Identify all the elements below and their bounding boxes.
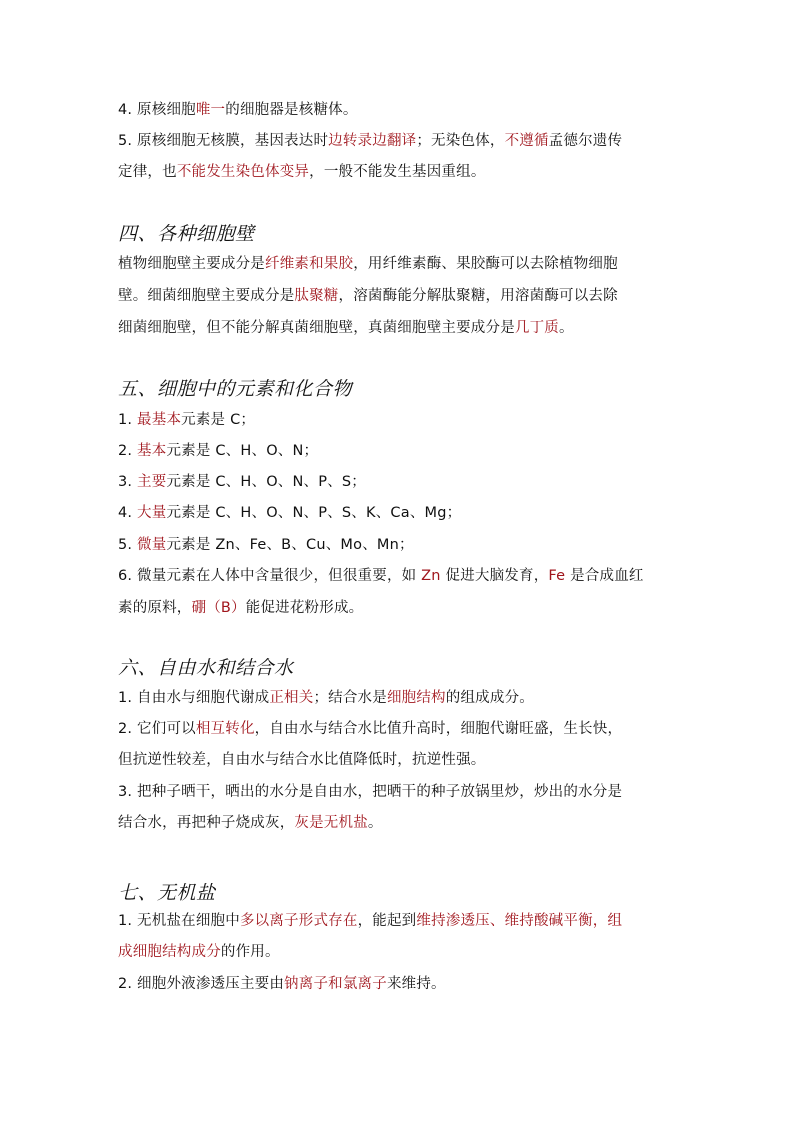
text-line <box>118 254 698 274</box>
text-segment: 3. <box>118 474 138 490</box>
highlighted-text: 纤维素和果胶 <box>265 256 354 272</box>
text-segment: 5. <box>118 537 138 553</box>
text-segment: ，溶菌酶能分解肽聚糖，用溶菌酶可以去除 <box>338 288 618 304</box>
text-line <box>118 503 698 523</box>
text-line <box>118 942 698 962</box>
text-segment: 3. 把种子晒干，晒出的水分是自由水，把晒干的种子放锅里炒，炒出的水分是 <box>118 784 623 800</box>
highlighted-text: 钠离子和氯离子 <box>284 976 387 992</box>
text-segment: 4. <box>118 505 138 521</box>
text-line <box>118 750 698 770</box>
text-segment: ，用纤维素酶、果胶酶可以去除植物细胞 <box>353 256 618 272</box>
text-segment: 定律，也 <box>118 164 177 180</box>
text-segment: 元素是 C、H、O、N、P、S； <box>166 474 366 490</box>
highlighted-text: 细胞结构 <box>386 690 446 706</box>
text-line <box>118 813 698 833</box>
text-segment: 2. 它们可以 <box>118 721 196 737</box>
text-segment: 七、无机盐 <box>118 882 216 904</box>
highlighted-text: 边转录边翻译 <box>328 133 417 149</box>
text-segment: 壁。细菌细胞壁主要成分是 <box>118 288 295 304</box>
section-heading <box>118 656 698 680</box>
text-segment: 。 <box>559 320 574 336</box>
highlighted-text: 正相关 <box>269 690 314 706</box>
section-heading <box>118 222 698 246</box>
text-line <box>118 598 698 618</box>
highlighted-text: 基本 <box>137 443 167 459</box>
text-segment: 1. 自由水与细胞代谢成 <box>118 690 270 706</box>
text-segment: 但抗逆性较差，自由水与结合水比值降低时，抗逆性强。 <box>118 752 486 768</box>
text-segment: ；无染色体， <box>416 133 505 149</box>
highlighted-text: 不遵循 <box>504 133 549 149</box>
text-segment: 元素是 C； <box>181 412 256 428</box>
text-line <box>118 472 698 492</box>
text-segment: ，自由水与结合水比值升高时，细胞代谢旺盛，生长快， <box>254 721 623 737</box>
highlighted-text: 多以离子形式存在 <box>239 913 358 929</box>
highlighted-text: 大量 <box>137 505 167 521</box>
text-line <box>118 318 698 338</box>
text-line <box>118 131 698 151</box>
text-segment: 元素是 Zn、Fe、B、Cu、Mo、Mn； <box>166 537 414 553</box>
highlighted-text: 硼（B） <box>191 600 246 616</box>
text-segment: 元素是 C、H、O、N、P、S、K、Ca、Mg； <box>166 505 462 521</box>
text-line <box>118 162 698 182</box>
text-segment: 6. 微量元素在人体中含量很少，但很重要，如 <box>118 568 422 584</box>
text-segment: 的作用。 <box>220 944 280 960</box>
text-line <box>118 535 698 555</box>
highlighted-text: 微量 <box>137 537 167 553</box>
text-segment: 2. 细胞外液渗透压主要由 <box>118 976 285 992</box>
text-segment: 结合水，再把种子烧成灰， <box>118 815 295 831</box>
text-segment: ，一般不能发生基因重组。 <box>309 164 486 180</box>
highlighted-text: 维持渗透压、维持酸碱平衡，组 <box>416 913 623 929</box>
text-segment: 素的原料， <box>118 600 192 616</box>
highlighted-text: 最基本 <box>137 412 182 428</box>
text-segment: 四、各种细胞壁 <box>118 223 255 245</box>
highlighted-text: 几丁质 <box>514 320 560 336</box>
text-segment: 孟德尔遗传 <box>548 133 623 149</box>
text-segment: 2. <box>118 443 138 459</box>
highlighted-text: 肽聚糖 <box>294 288 339 304</box>
highlighted-text: 唯一 <box>195 102 226 118</box>
text-segment: 六、自由水和结合水 <box>118 657 294 679</box>
highlighted-text: 相互转化 <box>195 721 255 737</box>
text-segment: ，能起到 <box>357 913 417 929</box>
text-segment: 5. 原核细胞无核膜，基因表达时 <box>118 133 329 149</box>
text-segment: 能促进花粉形成。 <box>245 600 364 616</box>
section-heading <box>118 377 698 401</box>
text-segment: 五、细胞中的元素和化合物 <box>118 378 353 400</box>
text-segment: ；结合水是 <box>313 690 387 706</box>
highlighted-text: 成细胞结构成分 <box>118 944 221 960</box>
section-heading <box>118 881 698 905</box>
highlighted-text: 灰是无机盐 <box>294 815 368 831</box>
text-segment: 细菌细胞壁，但不能分解真菌细胞壁，真菌细胞壁主要成分是 <box>118 320 515 336</box>
text-line <box>118 911 698 931</box>
text-segment: 。 <box>367 815 383 831</box>
text-segment: 是合成血红 <box>565 568 644 584</box>
text-line <box>118 410 698 430</box>
text-segment: 促进大脑发育， <box>440 568 549 584</box>
text-line <box>118 100 698 120</box>
text-segment: 来维持。 <box>386 976 446 992</box>
text-segment: 1. 无机盐在细胞中 <box>118 913 240 929</box>
highlighted-text: Fe <box>548 568 566 584</box>
text-line <box>118 688 698 708</box>
highlighted-text: Zn <box>421 568 441 584</box>
highlighted-text: 不能发生染色体变异 <box>176 164 310 180</box>
text-line <box>118 719 698 739</box>
text-segment: 元素是 C、H、O、N； <box>166 443 319 459</box>
text-segment: 4. 原核细胞 <box>118 102 196 118</box>
text-line <box>118 286 698 306</box>
text-line <box>118 441 698 461</box>
text-line <box>118 782 698 802</box>
highlighted-text: 主要 <box>137 474 167 490</box>
text-line <box>118 974 698 994</box>
text-segment: 的细胞器是核糖体。 <box>225 102 358 118</box>
text-segment: 1. <box>118 412 138 428</box>
text-segment: 的组成成分。 <box>445 690 534 706</box>
text-segment: 植物细胞壁主要成分是 <box>118 256 265 272</box>
text-line <box>118 566 698 586</box>
